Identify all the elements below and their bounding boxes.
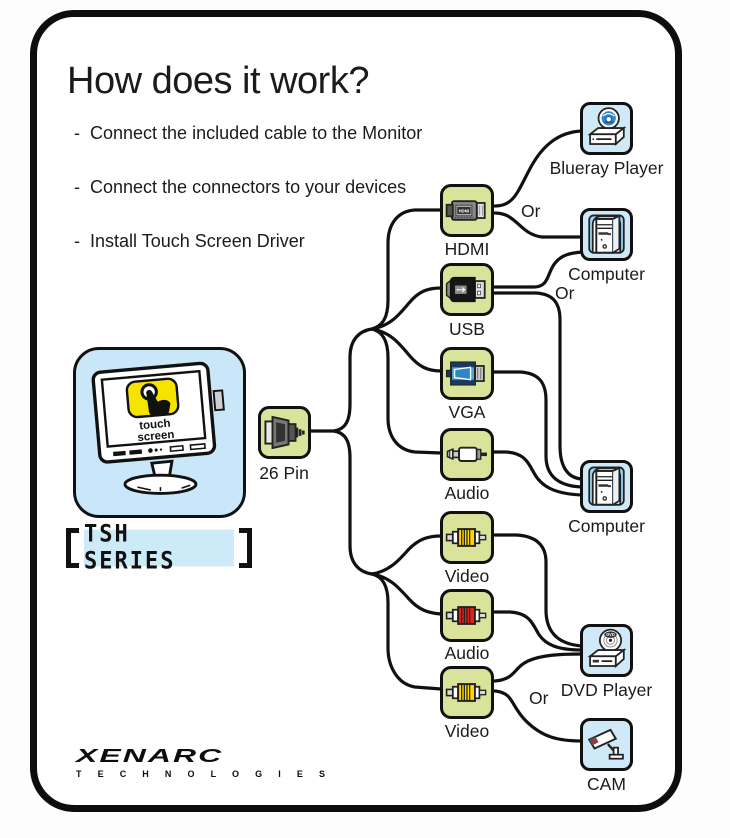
series-badge xyxy=(66,521,252,575)
audio-jack-connector-icon xyxy=(443,431,491,478)
instruction-2: - Connect the connectors to your devices xyxy=(74,177,407,197)
instruction-3: - Install Touch Screen Driver xyxy=(74,231,305,251)
26pin-label: 26 Pin xyxy=(259,463,309,483)
cam-box xyxy=(580,718,633,771)
computer-1-box xyxy=(580,208,633,261)
hdmi-label: HDMI xyxy=(444,239,490,259)
page-title: How does it work? xyxy=(67,60,369,102)
svg-text:screen: screen xyxy=(136,428,175,445)
blueray-player-box xyxy=(580,102,633,155)
audio-rca-connector-box xyxy=(440,589,494,642)
26pin-connector-icon xyxy=(261,409,308,456)
cam-icon xyxy=(583,721,630,768)
computer-2-label: Computer xyxy=(568,516,645,536)
instruction-list xyxy=(74,120,422,255)
or-label-usb: Or xyxy=(555,283,575,303)
dvd-player-box xyxy=(580,624,633,677)
right-bracket-icon xyxy=(239,528,252,568)
video-rca-2-connector-box xyxy=(440,666,494,719)
usb-connector-icon xyxy=(443,266,491,313)
blueray-player-icon xyxy=(583,105,630,152)
usb-label: USB xyxy=(449,319,485,339)
computer-1-icon xyxy=(583,211,630,258)
vga-connector-icon xyxy=(443,350,491,397)
video-rca-1-label: Video xyxy=(444,566,490,586)
or-label-hdmi: Or xyxy=(521,201,541,221)
audio-jack-label: Audio xyxy=(444,483,490,503)
vga-label: VGA xyxy=(448,402,486,422)
computer-2-icon xyxy=(583,463,630,510)
video-rca-2-label: Video xyxy=(444,721,490,741)
brand-logo xyxy=(76,738,332,779)
instruction-1: - Connect the included cable to the Monitor xyxy=(74,123,423,143)
computer-2-box xyxy=(580,460,633,513)
video-rca-1-connector-box xyxy=(440,511,494,564)
26pin-connector-box xyxy=(258,406,311,459)
touchscreen-monitor-box xyxy=(73,347,246,518)
video-rca-2-connector-icon xyxy=(443,669,491,716)
svg-text:DVD: DVD xyxy=(606,632,615,638)
hdmi-connector-icon xyxy=(443,187,491,234)
or-label-video: Or xyxy=(529,688,549,708)
video-rca-1-connector-icon xyxy=(443,514,491,561)
blueray-player-label: Blueray Player xyxy=(549,158,664,178)
hdmi-connector-box xyxy=(440,184,494,237)
vga-connector-box xyxy=(440,347,494,400)
svg-text:HDMI: HDMI xyxy=(458,208,470,214)
audio-rca-connector-icon xyxy=(443,592,491,639)
cam-label: CAM xyxy=(587,774,626,794)
audio-rca-label: Audio xyxy=(444,643,490,663)
audio-jack-connector-box xyxy=(440,428,494,481)
left-bracket-icon xyxy=(66,528,79,568)
touchscreen-monitor-icon xyxy=(76,350,242,514)
brand-subtitle: T E C H N O L O G I E S xyxy=(76,769,332,779)
computer-1-label: Computer xyxy=(568,264,645,284)
usb-connector-box xyxy=(440,263,494,316)
svg-text:touch: touch xyxy=(138,417,172,433)
dvd-player-icon xyxy=(583,627,630,674)
series-label: TSH SERIES xyxy=(84,530,234,567)
brand-name: XENARC xyxy=(76,745,224,767)
dvd-player-label: DVD Player xyxy=(560,680,653,700)
